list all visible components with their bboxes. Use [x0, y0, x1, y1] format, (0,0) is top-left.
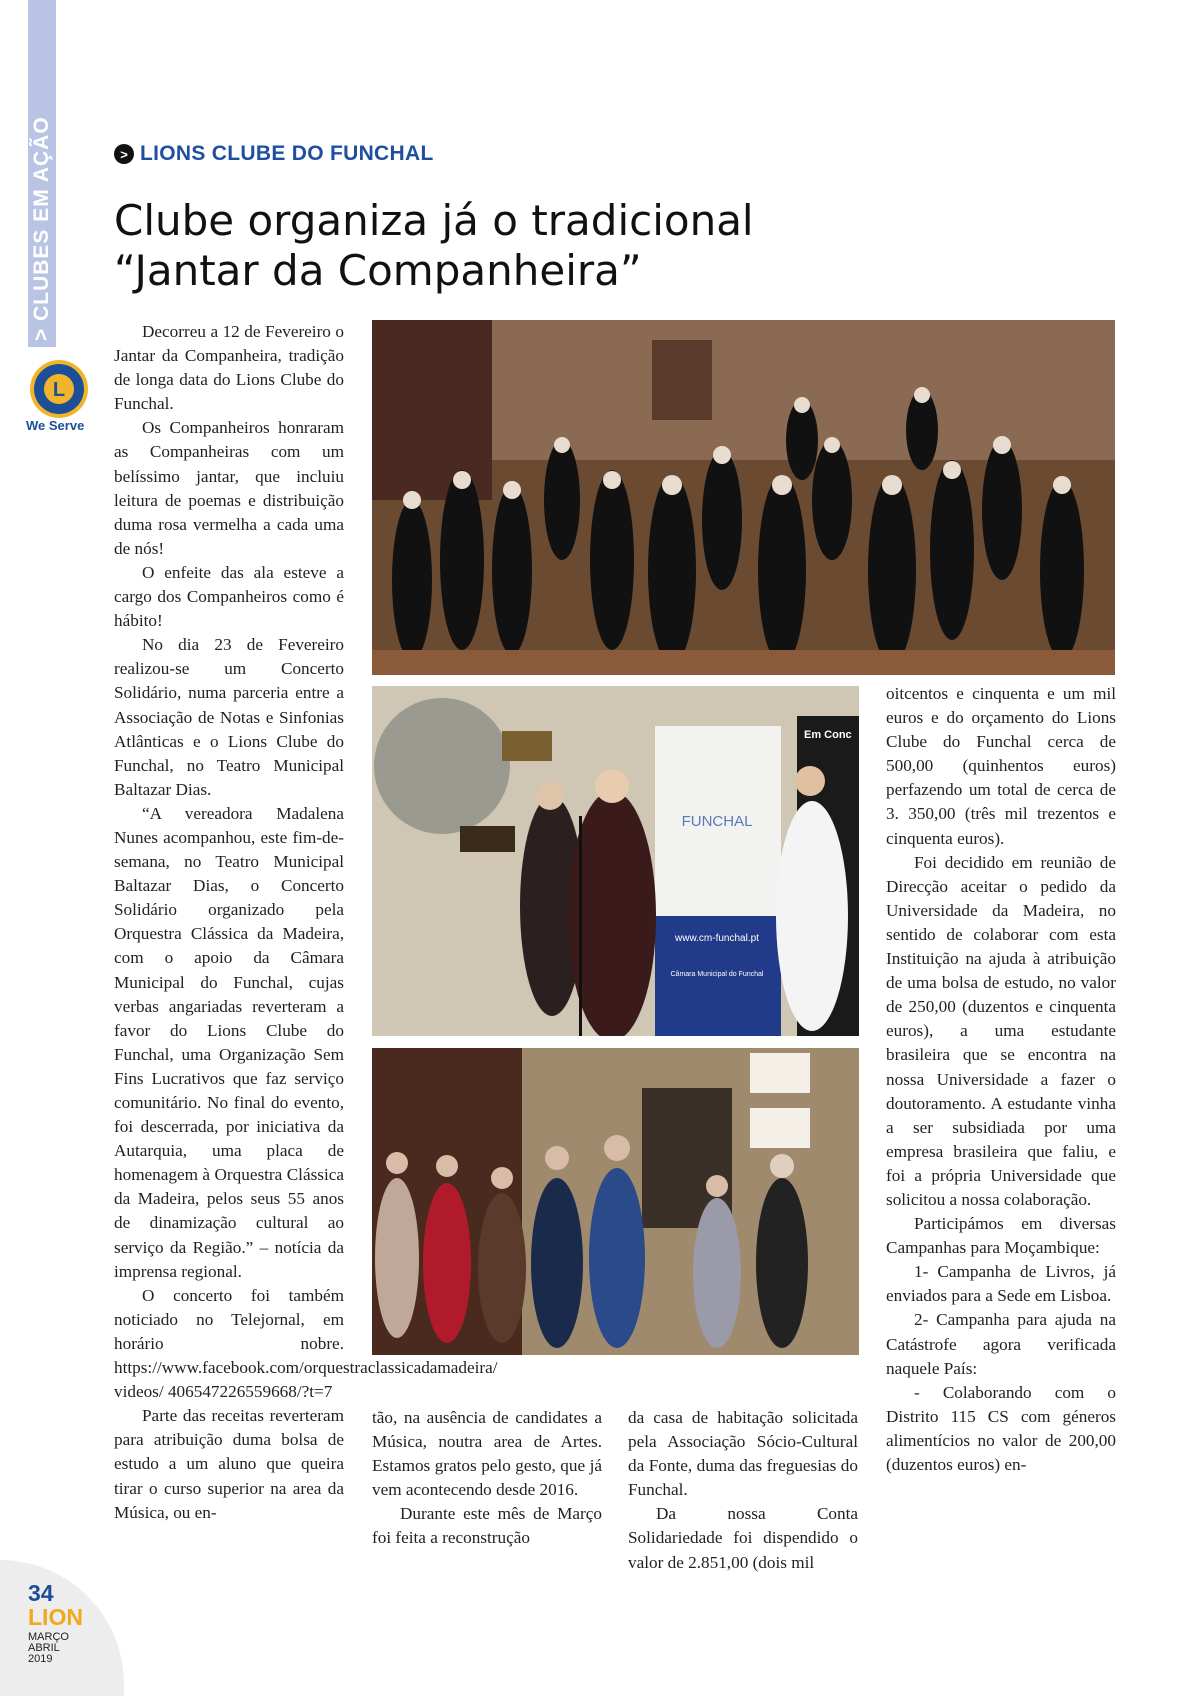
- paragraph: da casa de habitação solicitada pela Associação Sócio-Cultural da Fonte, duma das freguesias do Funchal.: [628, 1408, 858, 1500]
- paragraph: O enfeite das ala esteve a cargo dos Companheiros como é hábito!: [114, 562, 344, 631]
- arrow-right-icon: >: [114, 144, 134, 164]
- orchestra-photo: [372, 320, 1115, 675]
- paragraph: Foi decidido em reunião de Direcção aceitar o pedido da Universidade da Madeira, no sentido de colaborar com esta Instituição na ajuda à atribuição de uma bolsa de estudo, no valor de 250,00 (duzentos e cinquenta euros), a uma estudante brasileira que se encontra na nossa Universidade a fazer o doutoramento. A estudante vinha a ser subsidiada por uma empresa brasileira que faliu, e foi a própria Universidade que solicitou a nossa colaboração.: [886, 852, 1116, 1209]
- page-number: 34: [28, 1580, 54, 1606]
- paragraph: Parte das receitas reverteram para atribuição duma bolsa de estudo a um aluno que queira tirar o curso superior na area da Música, ou en-: [114, 1406, 344, 1522]
- paragraph: - Colaborando com o Distrito 115 CS com géneros alimentícios no valor de 200,00 (duzentos euros) en-: [886, 1382, 1116, 1474]
- paragraph: Da nossa Conta Solidariedade foi dispendido o valor de 2.851,00 (dois mil: [628, 1504, 858, 1572]
- issue-year: 2019: [28, 1653, 53, 1665]
- banner-caption: Câmara Municipal do Funchal: [670, 971, 764, 978]
- kicker: [114, 142, 434, 166]
- paragraph: 2- Campanha para ajuda na Catástrofe agora verificada naquele País:: [886, 1310, 1116, 1378]
- paragraph: O concerto foi também noticiado no Telejornal, em horário nobre. https://www.facebook.com/orquestraclassicadamadeira/ videos/ 406547226559668/?t=7: [114, 1285, 498, 1402]
- banner-brand: FUNCHAL: [681, 813, 753, 830]
- text-column-4: [886, 682, 1116, 1477]
- banner-url: www.cm-funchal.pt: [675, 933, 759, 944]
- paragraph: “A vereadora Madalena Nunes acompanhou, este fim-de-semana, no Teatro Municipal Baltazar Dias, o Concerto Solidário organizado pela Orquestra Clássica da Madeira, com o apoio da Câmara Municipal do Funchal, cujas verbas angariadas reverteram a favor do Lions Clube do Funchal, uma Organização Sem Fins Lucrativos que faz serviço comunitário. No final do evento, foi descerrada, por iniciativa da Autarquia, uma placa de homenagem à Orquestra Clássica da Madeira, pelos seus 55 anos de dinamização cultural ao serviço da Região.” – notícia da imprensa regional.: [114, 803, 344, 1281]
- headline: Clube organiza já o tradicional “Jantar da Companheira”: [114, 196, 754, 295]
- group-photo: [372, 1048, 859, 1355]
- paragraph: Decorreu a 12 de Fevereiro o Jantar da Companheira, tradição de longa data do Lions Clube do Funchal.: [114, 322, 344, 414]
- paragraph: Os Companheiros honraram as Companheiras com um belíssimo jantar, que incluiu leitura de poemas e distribuição duma rosa vermelha a cada uma de nós!: [114, 418, 344, 558]
- motto: We Serve: [26, 418, 85, 433]
- issue-date: [28, 1632, 69, 1665]
- magazine-name: LION: [28, 1604, 83, 1630]
- issue-month: MARÇO: [28, 1631, 69, 1643]
- svg-text:L: L: [52, 379, 66, 401]
- text-column-2: [372, 1406, 602, 1551]
- paragraph: 1- Campanha de Livros, já enviados para a Sede em Lisboa.: [886, 1262, 1116, 1306]
- kicker-label: LIONS CLUBE DO FUNCHAL: [140, 142, 434, 165]
- paragraph: Participámos em diversas Campanhas para Moçambique:: [886, 1214, 1116, 1258]
- issue-month: ABRIL: [28, 1642, 60, 1654]
- paragraph: oitcentos e cinquenta e um mil euros e do orçamento do Lions Clube do Funchal cerca de 500,00 (quinhentos euros) perfazendo um total de cerca de 3. 350,00 (três mil trezentos e cinquenta euros).: [886, 684, 1116, 848]
- speech-photo: [372, 686, 859, 1036]
- text-column-3: [628, 1406, 858, 1575]
- sign-text: Em Conc: [804, 729, 852, 741]
- paragraph: Durante este mês de Março foi feita a reconstrução: [372, 1504, 602, 1548]
- paragraph: tão, na ausência de candidates a Música, noutra area de Artes. Estamos gratos pelo gesto, que já vem acontecendo desde 2016.: [372, 1408, 602, 1500]
- paragraph: No dia 23 de Fevereiro realizou-se um Concerto Solidário, numa parceria entre a Associação de Notas e Sinfonias Atlânticas e o Lions Clube do Funchal, no Teatro Municipal Baltazar Dias.: [114, 635, 344, 799]
- lions-logo-icon: [28, 358, 90, 420]
